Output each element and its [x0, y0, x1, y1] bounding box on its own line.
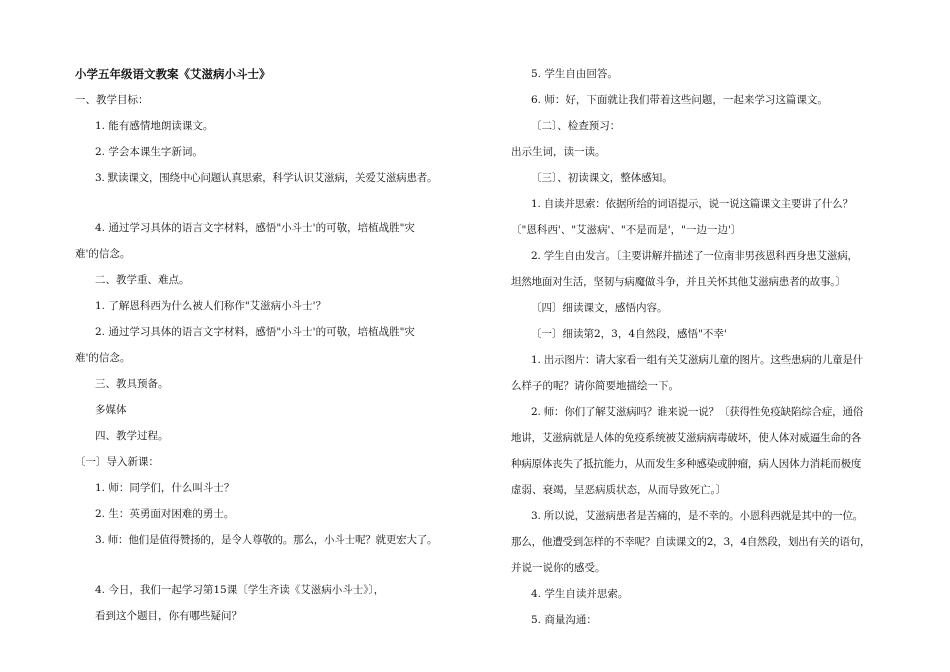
section-heading: 三、教具预备。 — [95, 378, 169, 390]
paragraph-line: 看到这个题目，你有哪些疑问？ — [95, 610, 242, 622]
subsection-heading: 〔四〕细读课文，感悟内容。 — [531, 302, 668, 314]
paragraph-line: 1. 自读并思索：依据所给的词语提示，说一说这篇课文主要讲了什么？ — [531, 198, 853, 210]
paragraph-line: 2. 学会本课生字新词。 — [95, 146, 203, 158]
paragraph-line: 难'的信念。 — [75, 352, 131, 364]
subsection-heading: 〔二〕、检查预习： — [531, 120, 621, 132]
paragraph-line: 多媒体 — [95, 404, 127, 416]
paragraph-line: 1. 了解恩科西为什么被人们称作"艾滋病小斗士'？ — [95, 300, 327, 312]
paragraph-line: 3. 所以说，艾滋病患者是苦痛的，是不幸的。小恩科西就是其中的一位。 — [531, 510, 864, 522]
paragraph-line: 〔"恩科西'、"艾滋病'、"不是而是'，"一边一边'〕 — [511, 224, 742, 236]
subsection-heading: 〔一〕导入新课： — [75, 456, 159, 468]
paragraph-line: 2. 学生自由发言。〔主要讲解并描述了一位南非男孩恩科西身患艾滋病， — [531, 250, 858, 262]
paragraph-line: 3. 默读课文，围绕中心问题认真思索，科学认识艾滋病，关爱艾滋病患者。 — [95, 172, 438, 184]
left-column — [75, 68, 475, 636]
paragraph-line: 1. 出示图片：请大家看一组有关艾滋病儿童的图片。这些患病的儿童是什 — [531, 354, 864, 366]
subsection-heading: 〔一〕细读第2，3，4自然段，感悟"不幸' — [531, 328, 727, 340]
paragraph-line: 地讲，艾滋病就是人体的免疫系统被艾滋病病毒破坏，使人体对威逼生命的各 — [511, 432, 862, 444]
paragraph-line: 4. 今日，我们一起学习第15课〔学生齐读《艾滋病小斗士》〕， — [95, 584, 385, 596]
paragraph-line: 3. 师：他们是值得赞扬的，是令人尊敬的。那么，小斗士呢？就更宏大了。 — [95, 534, 438, 546]
blank-line — [75, 198, 475, 222]
paragraph-line: 2. 通过学习具体的语言文字材料，感悟"小斗士'的可敬，培植战胜"灾 — [95, 326, 415, 338]
paragraph-line: 2. 生：英勇面对困难的勇士。 — [95, 508, 235, 520]
subsection-heading: 〔三〕、初读课文，整体感知。 — [531, 172, 673, 184]
paragraph-line: 2. 师：你们了解艾滋病吗？谁来说一说？〔获得性免疫缺陷综合症，通俗 — [531, 406, 864, 418]
paragraph-line: 难'的信念。 — [75, 248, 131, 260]
paragraph-line: 1. 能有感情地朗读课文。 — [95, 120, 214, 132]
section-heading: 一、教学目标： — [75, 94, 149, 106]
paragraph-line: 虚弱、衰竭，呈恶病质状态，从而导致死亡。〕 — [511, 484, 727, 496]
paragraph-line: 坦然地面对生活，坚韧与病魔做斗争，并且关怀其他艾滋病患者的故事。〕 — [511, 276, 846, 288]
paragraph-line: 5. 学生自由回答。 — [531, 68, 618, 80]
paragraph-line: 4. 学生自读并思索。 — [531, 588, 629, 600]
paragraph-line: 种病原体丧失了抵抗能力，从而发生多种感染或肿瘤，病人因体力消耗而极度 — [511, 458, 862, 470]
right-column — [511, 68, 881, 640]
section-heading: 四、教学过程。 — [95, 430, 169, 442]
paragraph-line: 1. 师：同学们，什么叫斗士？ — [95, 482, 235, 494]
paragraph-line: 并说一说你的感受。 — [511, 562, 606, 574]
paragraph-line: 6. 师：好，下面就让我们带着这些问题，一起来学习这篇课文。 — [531, 94, 828, 106]
paragraph-line: 那么，他遭受到怎样的不幸呢？自读课文的2，3，4自然段，划出有关的语句， — [511, 536, 871, 548]
document-title: 小学五年级语文教案《艾滋病小斗士》 — [75, 67, 271, 81]
blank-line — [75, 560, 475, 584]
paragraph-line: 4. 通过学习具体的语言文字材料，感悟"小斗士'的可敬，培植战胜"灾 — [95, 222, 415, 234]
paragraph-line: 么样子的呢？请你简要地描绘一下。 — [511, 380, 679, 392]
paragraph-line: 出示生词，读一读。 — [511, 146, 606, 158]
paragraph-line: 5. 商量沟通： — [531, 614, 597, 626]
section-heading: 二、教学重、难点。 — [95, 274, 190, 286]
